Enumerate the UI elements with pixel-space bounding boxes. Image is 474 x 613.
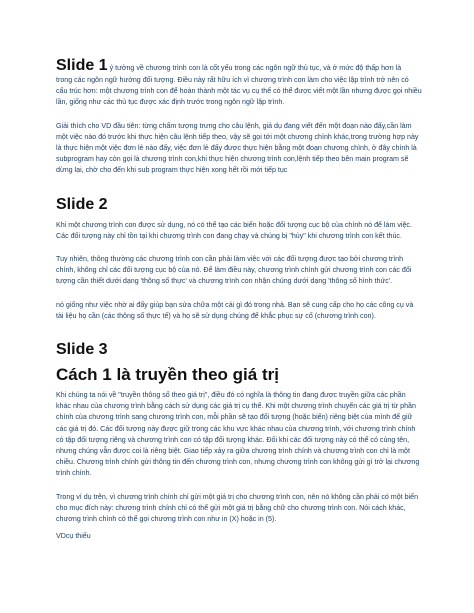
slide2-paragraph-2: Tuy nhiên, thông thường các chương trình con cần phải làm việc với các đối tượng được tạo bởi chương trình chính, không chỉ các đối tượng cục bộ của nó. Để làm điều này, chương trình chính gửi chương trình con các đối tượng cần thiết dưới dạng 'thông số thực' và chương trình con nhận chúng dưới dạng 'thông số hình thức'.	[56, 255, 412, 286]
slide3-subheading: Cách 1 là truyền theo giá trị	[56, 365, 279, 385]
slide2-heading: Slide 2	[56, 195, 108, 213]
slide3-heading: Slide 3	[56, 341, 108, 359]
slide1-heading: Slide 1	[56, 57, 108, 74]
slide3-paragraph-1: Khi chúng ta nói về "truyền thông số theo giá trị", điều đó có nghĩa là thông tin đang được truyền giữa các phần khác nhau của chương trình bằng cách sử dụng các giá trị cụ thể. Khi một chương trình chuyển các giá trị từ phần chính của chương trình sang chương trình con, mỗi phần sẽ tạo đối tượng (hoặc biến) riêng biệt của mình để giữ các giá trị đó. Các đối tượng này được giữ trong các khu vực khác nhau của chương trình, với chương trình chính có tập đối tượng riêng và chương trình con có tập đối tượng khác. Đối khi các đối tượng này có thể có cùng tên, nhưng chúng vẫn được coi là riêng biệt. Giao tiếp xảy ra giữa chương trình chính và chương trình con chỉ là một chiều. Chương trình chính gửi thông tin đến chương trình con, nhưng chương trình con không gửi gì trở lại chương trình chính.	[56, 391, 420, 478]
slide2-paragraph-3: nó giống như việc nhờ ai đấy giúp bạn sửa chữa một cái gì đó trong nhà. Bạn sẽ cung cấp cho họ các công cụ và tài liệu họ cần (các thông số thực tế) và họ sẽ sử dụng chúng để khắc phục sự cố (chương trình con).	[56, 300, 414, 320]
slide1-paragraph-2: Giải thích cho VD đầu tiên: từng chấm tượng trưng cho câu lệnh, giả dụ đang viết đến một đoạn nào đấy,cần làm một việc nào đó trước khi thực hiện câu lệnh tiếp theo, vậy sẽ gọi tới một chương chình khác,trong trường hợp này là thực hiện một việc đơn lẻ nào đấy, việc đơn lẻ đấy được thực hiện bằng một đoạn chương chình, ở đây chính là subprogram hay còn gọi là chương trình con,khi thực hiện chương trình con,lệnh tiếp theo bên main program sẽ dừng lại, chờ cho đến khi sub program thực hiện xong hết rồi mới tiếp tục	[56, 121, 419, 175]
slide3-paragraph-2: Trong ví dụ trên, vì chương trình chính chỉ gửi một giá trị cho chương trình con, nên nó không cần phải có một biến cho mục đích này: chương trình chính chỉ có thể gửi một giá trị bằng chữ cho chương trình con. Nói cách khác, chương trình chính có thể gọi chương trình con như in (X) hoặc in (5).	[56, 492, 419, 524]
slide3-paragraph-3: VDcụ thiếu	[56, 532, 91, 541]
slide1-first-line	[56, 56, 422, 75]
slide1-paragraph-1: trong các ngôn ngữ hướng đối tượng. Điều này rất hữu ích vì chương trình con làm cho việc lập trình trở nên có cấu trúc hơn: một chương trình con để hoàn thành một tác vụ cụ thể có thể được viết một lần nhưng được gọi nhiều lần, giống như các thủ tục được xác định trước trong ngôn ngữ lập trình.	[56, 76, 422, 107]
slide2-paragraph-1: Khi một chương trình con được sử dụng, nó có thể tạo các biến hoặc đối tượng cục bộ của chính nó để làm việc. Các đối tượng này chỉ tồn tại khi chương trình con đang chạy và chúng bị "hủy" khi chương trình con kết thúc.	[56, 220, 412, 240]
slide1-first-line-text: ý tưởng về chương trình con là cốt yếu trong các ngôn ngữ thủ tục, và ở mức độ thấp hơn là	[109, 64, 402, 72]
